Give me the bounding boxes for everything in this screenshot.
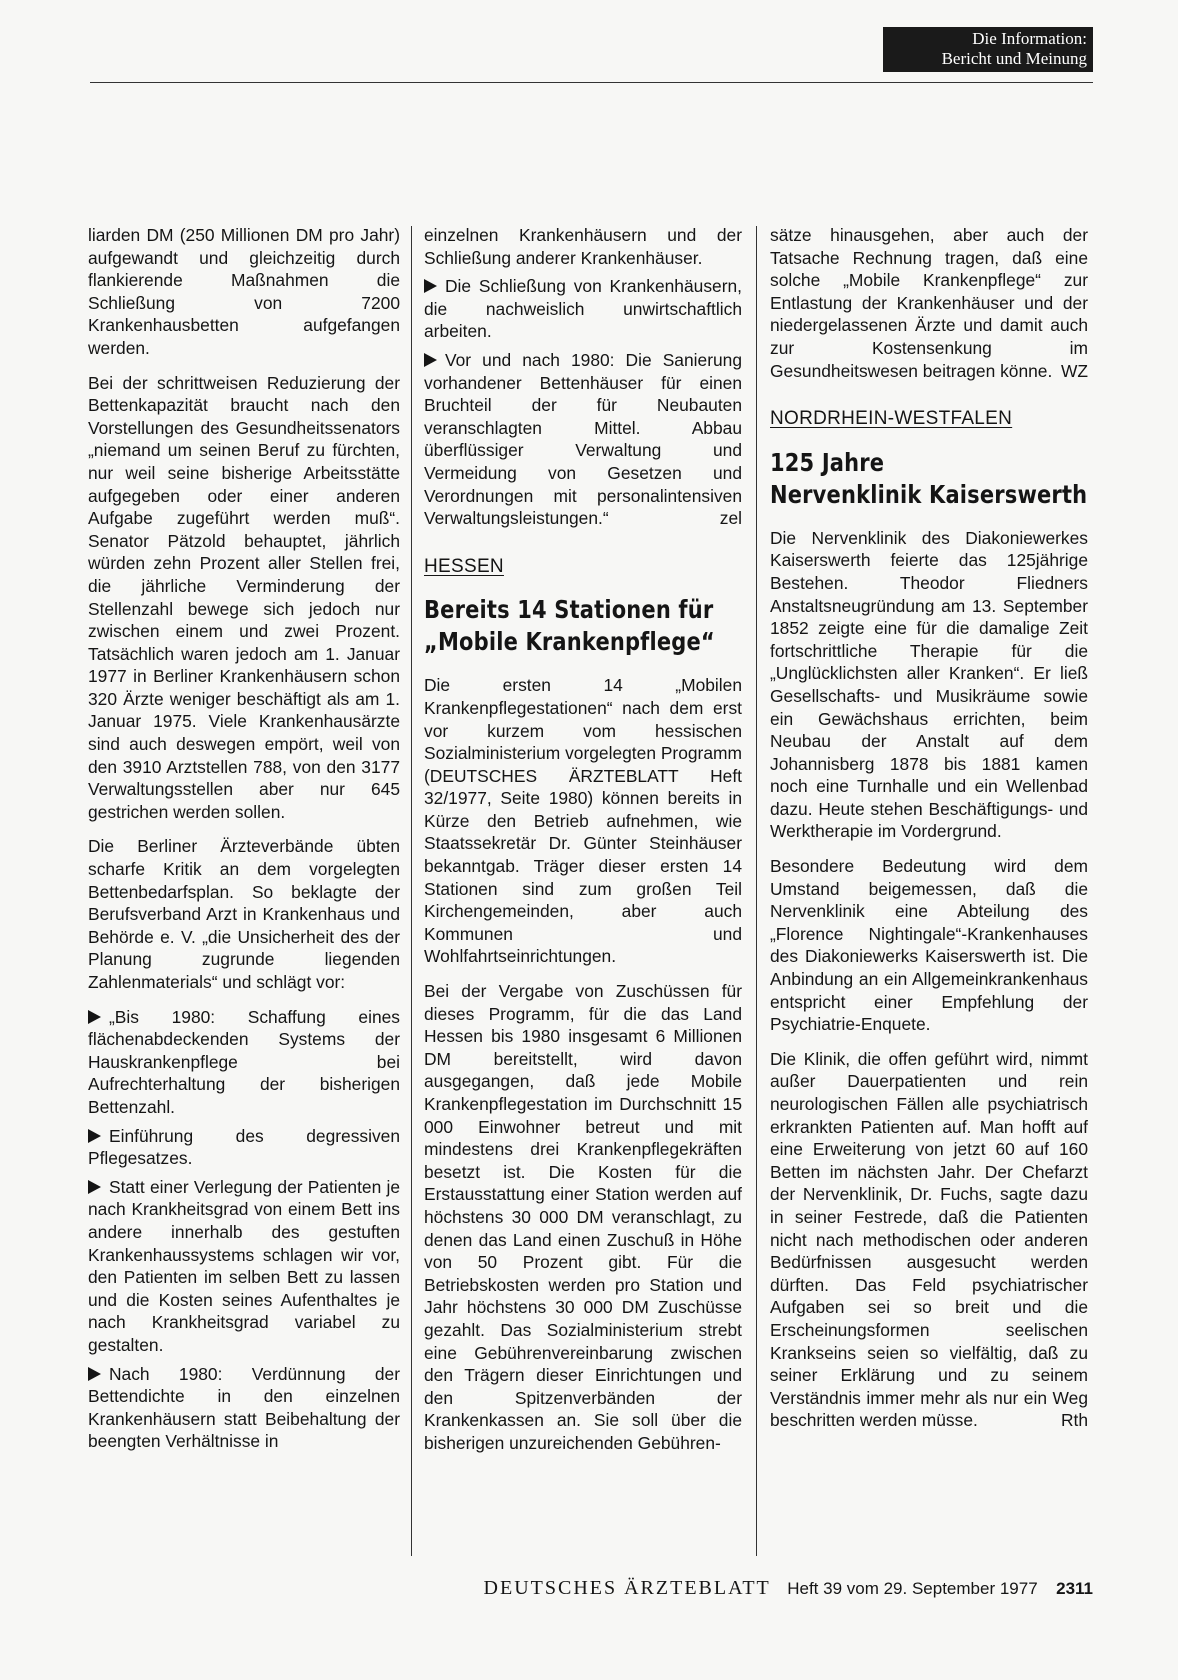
author-initials: WZ	[1060, 360, 1088, 381]
triangle-bullet-icon	[424, 353, 437, 367]
issue-info: Heft 39 vom 29. September 1977	[787, 1579, 1038, 1598]
bullet-paragraph	[88, 1125, 400, 1170]
paragraph-text: Die Klinik, die offen geführt wird, nimmt außer Dauerpatienten und rein neurologischen Fällen alle psychiatrisch erkrankten Patienten auf. Man hofft auf eine Erweiterung von jetzt 60 auf 160 Betten im nächsten Jahr. Der Chefarzt der Nervenklinik, Dr. Fuchs, sagte dazu in seiner Festrede, daß die Patienten nicht nach methodischen oder anderen Bedürfnissen ausgesucht werden dürften. Das Feld psychiatrischer Aufgaben sei so breit und die Erscheinungsformen seelischen Krankseins seien so vielfältig, daß zu seiner Erklärung und zu seinem Verständnis immer mehr als nur ein Weg beschritten werden müsse.	[770, 1048, 1088, 1431]
page-footer	[0, 1577, 1093, 1600]
bullet-paragraph	[88, 1176, 400, 1357]
paragraph: Die Nervenklinik des Diakoniewerkes Kaiserswerth feierte das 125jährige Bestehen. Theodor Fliedners Anstaltsneugründung am 13. September 1852 zeigte eine für die damalige Zeit fortschrittliche Therapie für die „Unglücklichsten aller Kranken“. Er ließ Gesellschafts- und Musikräume sowie ein Gewächshaus errichten, beim Neubau der Anstalt auf dem Johannisberg 1878 bis 1881 kamen noch eine Turnhalle und ein Wellenbad dazu. Heute stehen Beschäftigungs- und Werktherapie im Vordergrund.	[770, 527, 1088, 842]
paragraph: Die ersten 14 „Mobilen Krankenpflegestationen“ nach dem erst vor kurzem vom hessischen Sozialministerium vorgelegten Programm (DEUTSCHES ÄRZTEBLATT Heft 32/1977, Seite 1980) können bereits in Kürze den Betrieb aufnehmen, wie Staatssekretär Dr. Günter Steinhäuser bekanntgab. Träger dieser ersten 14 Stationen sind zum großen Teil Kirchengemeinden, aber auch Kommunen und Wohlfahrtseinrichtungen.	[424, 675, 742, 967]
paragraph: Die Berliner Ärzteverbände übten scharfe Kritik an dem vorgelegten Bettenbedarfsplan. So beklagte der Berufsverband Arzt in Krankenhaus und Behörde e. V. „die Unsicherheit des der Planung zugrunde liegenden Zahlenmaterials“ und schlägt vor:	[88, 836, 400, 992]
paragraph-text: sätze hinausgehen, aber auch der Tatsache Rechnung tragen, daß eine solche „Mobile Krankenpflege“ zur Entlastung der Krankenhäuser und der niedergelassenen Ärzte und damit auch zur Kostensenkung im Gesundheitswesen beitragen könne.	[770, 225, 1088, 381]
paragraph: liarden DM (250 Millionen DM pro Jahr) aufgewandt und gleichzeitig durch flankierende Maßnahmen die Schließung von 7200 Krankenhausbetten aufgefangen werden.	[88, 225, 400, 358]
paragraph: Besondere Bedeutung wird dem Umstand beigemessen, daß die Nervenklinik eine Abteilung des „Florence Nightingale“-Krankenhauses des Diakoniewerks Kaiserswerth ist. Die Anbindung an ein Allgemeinkrankenhaus entspricht einer Empfehlung der Psychiatrie-Enquete.	[770, 856, 1088, 1035]
section-badge	[883, 27, 1093, 72]
paragraph: Bei der schrittweisen Reduzierung der Bettenkapazität braucht nach den Vorstellungen des Gesundheitssenators „niemand um seinen Beruf zu fürchten, nur weil seine bisherige Arbeitsstätte aufgegeben oder einer anderen Aufgabe zugeführt werden muß“. Senator Pätzold behauptet, jährlich würden zehn Prozent aller Stellen frei, die jährliche Verminderung der Stellenzahl bewege sich jedoch nur zwischen einem und zwei Prozent. Tatsächlich waren jedoch am 1. Januar 1977 in Berliner Krankenhäusern schon 320 Ärzte weniger beschäftigt als am 1. Januar 1975. Viele Krankenhausärzte sind auch deswegen empört, weil von den 3910 Arztstellen 788, von den 3177 Verwaltungsstellen aber nur 645 gestrichen werden sollen.	[88, 372, 400, 822]
bullet-text: Die Schließung von Krankenhäusern, die nachweislich unwirtschaftlich arbeiten.	[424, 276, 742, 342]
paragraph: einzelnen Krankenhäusern und der Schließung anderer Krankenhäuser.	[424, 225, 742, 268]
triangle-bullet-icon	[88, 1180, 101, 1194]
section-kicker: NORDRHEIN-WESTFALEN	[770, 408, 1013, 430]
section-kicker: HESSEN	[424, 555, 504, 577]
section-label-line2: Bericht und Meinung	[941, 49, 1087, 68]
triangle-bullet-icon	[424, 279, 437, 293]
headline-line: „Mobile Krankenpflege“	[424, 627, 715, 657]
bullet-text: Einführung des degressiven Pflegesatzes.	[88, 1125, 400, 1169]
article-headline	[424, 594, 742, 658]
bullet-text: Nach 1980: Verdünnung der Bettendichte in den einzelnen Krankenhäusern statt Beibehaltung der beengten Verhältnisse in	[88, 1363, 400, 1452]
journal-name: DEUTSCHES ÄRZTEBLATT	[483, 1577, 771, 1599]
headline-line: Nervenklinik Kaiserswerth	[770, 479, 1088, 509]
column-divider	[411, 226, 412, 1556]
bullet-text: „Bis 1980: Schaffung eines flächenabdeckenden Systems der Hauskrankenpflege bei Aufrechterhaltung der bisherigen Bettenzahl.	[88, 1006, 400, 1117]
bullet-text: Statt einer Verlegung der Patienten je nach Krankheitsgrad von einem Bett ins andere innerhalb des gestuften Krankenhaussystems schlagen wir vor, den Patienten im selben Bett zu lassen und die Kosten seines Aufenthaltes je nach Krankheitsgrad variabel zu gestalten.	[88, 1176, 400, 1355]
author-initials: zel	[719, 508, 742, 529]
article-column-3	[770, 224, 1088, 1559]
triangle-bullet-icon	[88, 1129, 101, 1143]
bullet-paragraph	[424, 349, 742, 530]
bullet-paragraph	[88, 1363, 400, 1453]
column-divider	[756, 226, 757, 1556]
article-column-1	[88, 224, 400, 1559]
author-initials: Rth	[1060, 1410, 1088, 1431]
headline-line: 125 Jahre	[770, 447, 885, 477]
header-rule	[90, 82, 1093, 83]
article-headline	[770, 447, 1088, 511]
paragraph	[770, 224, 1088, 382]
page-number: 2311	[1056, 1579, 1093, 1598]
triangle-bullet-icon	[88, 1367, 101, 1381]
article-column-2	[424, 224, 742, 1559]
triangle-bullet-icon	[88, 1010, 101, 1024]
paragraph: Bei der Vergabe von Zuschüssen für dieses Programm, für die das Land Hessen bis 1980 insgesamt 6 Millionen DM bereitstellt, wird davon ausgegangen, daß jede Mobile Krankenpflegestation im Durchschnitt 15 000 Einwohner betreut und mit mindestens drei Krankenpflegekräften besetzt ist. Die Kosten für die Erstausstattung einer Station werden auf höchstens 30 000 DM veranschlagt, zu denen das Land einen Zuschuß in Höhe von 50 Prozent gibt. Für die Betriebskosten werden pro Station und Jahr höchstens 30 000 DM Zuschüsse gezahlt. Das Sozialministerium strebt eine Gebührenvereinbarung zwischen den Trägern dieser Einrichtungen und den Spitzenverbänden der Krankenkassen an. Sie soll über die bisherigen unzureichenden Gebühren-	[424, 981, 742, 1453]
bullet-paragraph	[424, 275, 742, 343]
bullet-paragraph	[88, 1006, 400, 1119]
paragraph	[770, 1048, 1088, 1432]
headline-line: Bereits 14 Stationen für	[424, 595, 714, 625]
bullet-text: Vor und nach 1980: Die Sanierung vorhandener Bettenhäuser für einen Bruchteil der für Neubauten veranschlagten Mittel. Abbau überflüssiger Verwaltung und Vermeidung von Gesetzen und Verordnungen mit personalintensiven Verwaltungsleistungen.“	[424, 349, 742, 529]
section-label-line1: Die Information:	[972, 29, 1087, 48]
